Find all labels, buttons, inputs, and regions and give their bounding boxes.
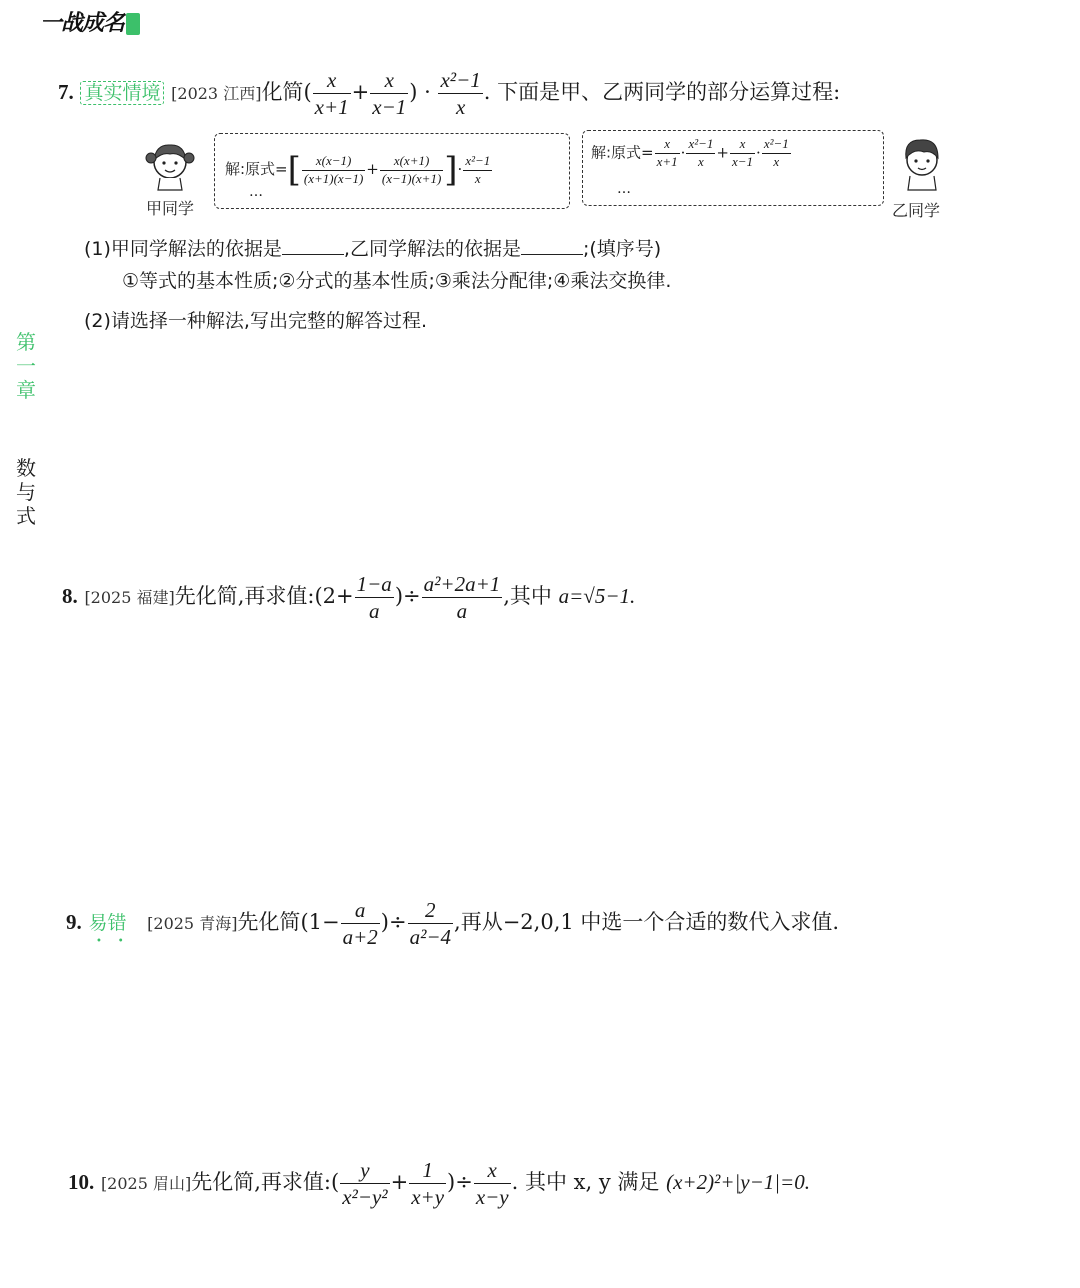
answer-blank-2[interactable] xyxy=(521,236,583,255)
fraction: $\frac{x}{x-1}$ xyxy=(372,68,407,120)
fraction: $\frac{2}{\text{a²−4}}$ xyxy=(409,898,452,950)
question-lead: 先化简,再求值: xyxy=(191,1170,331,1195)
question-source: [2025 福建] xyxy=(84,588,175,608)
question-7-options: ①等式的基本性质;②分式的基本性质;③乘法分配律;④乘法交换律. xyxy=(122,270,672,292)
fraction: $\frac{\text{x²−1}}{x}$ xyxy=(688,136,714,169)
question-number: 10. xyxy=(68,1170,95,1195)
fraction: $\frac{1}{x+y}$ xyxy=(411,1158,445,1210)
question-tag: 真实情境 xyxy=(80,81,164,105)
question-7-part-1 xyxy=(84,236,661,259)
question-number: 9. xyxy=(66,910,82,935)
part-1-mid-text: ,乙同学解法的依据是 xyxy=(343,238,521,260)
fraction: $\frac{x(x+1)}{(x-1)(x+1)}$ xyxy=(381,152,442,186)
yi-prefix: 解:原式= xyxy=(591,143,654,162)
part-1-end-text: ;(填序号) xyxy=(582,238,662,260)
question-source: [2023 江西] xyxy=(171,84,262,104)
question-8-stem: 8. [2025 福建]先化简,再求值:(2+ $\frac{1-a}{a}$ )÷ $\frac{\text{a²+2a+1}}{a}$ ,其中 a=√5−1. xyxy=(62,572,636,624)
yi-label: 乙同学 xyxy=(892,201,941,220)
brand-logo xyxy=(40,6,140,37)
fraction: $\frac{y}{\text{x²−y²}}$ xyxy=(342,1158,388,1210)
question-lead: 先化简,再求值: xyxy=(174,584,315,609)
fraction: $\frac{1-a}{a}$ xyxy=(356,572,392,624)
question-tag: 易错 xyxy=(88,912,127,935)
jia-solution-box: 解:原式=[ $\frac{x(x-1)}{(x+1)(x-1)}$ + $\frac{x(x+1)}{(x-1)(x+1)}$ ]· $\frac{\text{x²−1}}{x}$ … xyxy=(214,133,570,209)
yi-ellipsis: … xyxy=(617,181,631,197)
fraction: $\frac{\text{x²−1}}{x}$ xyxy=(465,152,491,186)
question-lead: 化简 xyxy=(261,80,304,105)
question-number: 8. xyxy=(62,584,78,609)
logo-text: 一战成名 xyxy=(40,11,125,36)
fraction: $\frac{x}{x-y}$ xyxy=(475,1158,509,1210)
fraction: $\frac{x}{x+1}$ xyxy=(314,68,349,120)
girl-avatar-icon xyxy=(142,136,198,192)
part-1-text: (1)甲同学解法的依据是 xyxy=(84,238,282,260)
question-condition: a=√5−1. xyxy=(558,584,636,609)
question-condition: (x+2)²+|y−1|=0. xyxy=(666,1170,810,1195)
question-10-stem: 10. [2025 眉山]先化简,再求值:( $\frac{y}{\text{x²−y²}}$ + $\frac{1}{x+y}$ )÷ $\frac{x}{x-y}$ . 其中 x, y 满足 (x+2)²+|y−1|=0. xyxy=(68,1158,810,1210)
question-tail: . 下面是甲、乙两同学的部分运算过程: xyxy=(483,80,841,105)
jia-prefix: 解:原式= xyxy=(225,160,288,178)
fraction: $\frac{\text{x²−1}}{x}$ xyxy=(440,68,481,120)
question-tail: ,再从−2,0,1 中选一个合适的数代入求值. xyxy=(454,910,840,935)
fraction: $\frac{x}{x+1}$ xyxy=(656,136,678,169)
question-7-stem: 7. 真实情境 [2023 江西]化简( $\frac{x}{x+1}$ + $\frac{x}{x-1}$ ) · $\frac{\text{x²−1}}{x}$ . 下面是甲、乙两同学的部分运算过程: xyxy=(58,68,841,120)
question-tail: . 其中 x, y 满足 xyxy=(511,1170,660,1195)
fraction: $\frac{x}{x-1}$ xyxy=(731,136,754,169)
fraction: $\frac{a}{a+2}$ xyxy=(342,898,378,950)
boy-avatar-icon xyxy=(894,132,950,192)
question-9-stem: 9. 易错 [2025 青海]先化简(1− $\frac{a}{a+2}$ )÷ $\frac{2}{\text{a²−4}}$ ,再从−2,0,1 中选一个合适的数代入求值. xyxy=(66,898,840,950)
question-tail: ,其中 xyxy=(503,584,552,609)
question-number: 7. xyxy=(58,80,74,105)
question-source: [2025 眉山] xyxy=(100,1174,192,1194)
sidebar-chapter: 第一章 xyxy=(16,330,36,402)
logo-badge-icon xyxy=(126,13,140,35)
question-source: [2025 青海] xyxy=(147,914,238,934)
fraction: $\frac{x(x-1)}{(x+1)(x-1)}$ xyxy=(303,152,364,186)
emphasis-dots: • • xyxy=(96,936,124,947)
fraction: $\frac{\text{a²+2a+1}}{a}$ xyxy=(423,572,501,624)
jia-ellipsis: … xyxy=(249,184,263,200)
yi-solution-box: 解:原式= $\frac{x}{x+1}$ · $\frac{\text{x²−1}}{x}$ + $\frac{x}{x-1}$ · $\frac{\text{x²−1}}{x}$ … xyxy=(582,130,884,206)
jia-label: 甲同学 xyxy=(146,199,195,218)
question-7-part-2: (2)请选择一种解法,写出完整的解答过程. xyxy=(84,310,427,332)
answer-blank-1[interactable] xyxy=(282,236,344,255)
fraction: $\frac{\text{x²−1}}{x}$ xyxy=(763,136,789,169)
sidebar-topic: 数与式 xyxy=(16,456,36,528)
question-lead: 先化简 xyxy=(237,910,301,935)
